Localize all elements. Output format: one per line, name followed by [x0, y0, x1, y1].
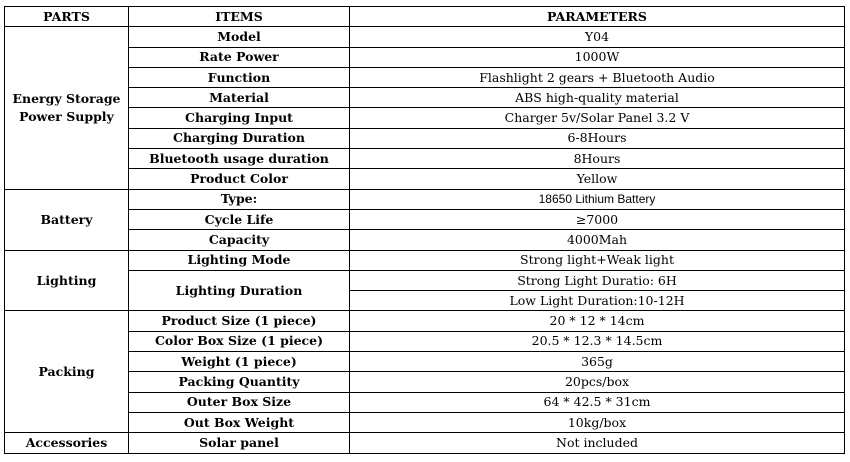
table-row — [5, 311, 845, 331]
table-row — [5, 169, 845, 189]
table-row — [5, 372, 845, 392]
item-label: Product Color — [129, 169, 350, 189]
part-accessories: Accessories — [5, 433, 129, 453]
param-value: Not included — [350, 433, 845, 453]
table-row — [5, 149, 845, 169]
item-label: Outer Box Size — [129, 392, 350, 412]
item-label: Packing Quantity — [129, 372, 350, 392]
param-value: Y04 — [350, 27, 845, 47]
param-value: 20.5 * 12.3 * 14.5cm — [350, 331, 845, 351]
header-parameters: PARAMETERS — [350, 7, 845, 27]
item-label: Type: — [129, 189, 350, 209]
param-value: 365g — [350, 352, 845, 372]
param-value: ≥7000 — [350, 209, 845, 229]
table-row — [5, 270, 845, 290]
table-row — [5, 189, 845, 209]
table-row — [5, 412, 845, 432]
item-label: Charging Duration — [129, 128, 350, 148]
spec-table — [4, 6, 845, 454]
param-value: Flashlight 2 gears + Bluetooth Audio — [350, 67, 845, 87]
header-parts: PARTS — [5, 7, 129, 27]
table-row — [5, 27, 845, 47]
table-row — [5, 230, 845, 250]
param-value: 18650 Lithium Battery — [350, 189, 845, 209]
item-label: Color Box Size (1 piece) — [129, 331, 350, 351]
param-value: 8Hours — [350, 149, 845, 169]
table-row — [5, 250, 845, 270]
table-row — [5, 209, 845, 229]
param-value: Low Light Duration:10-12H — [350, 291, 845, 311]
header-items: ITEMS — [129, 7, 350, 27]
part-energy-storage — [5, 27, 129, 189]
table-row — [5, 433, 845, 453]
param-value: 6-8Hours — [350, 128, 845, 148]
item-label: Product Size (1 piece) — [129, 311, 350, 331]
item-label: Charging Input — [129, 108, 350, 128]
part-label-line: Power Supply — [19, 108, 114, 124]
table-row — [5, 352, 845, 372]
table-row — [5, 67, 845, 87]
param-value: ABS high-quality material — [350, 88, 845, 108]
table-row — [5, 128, 845, 148]
part-label-line: Energy Storage — [12, 90, 121, 106]
item-label: Weight (1 piece) — [129, 352, 350, 372]
item-label: Solar panel — [129, 433, 350, 453]
part-lighting: Lighting — [5, 250, 129, 311]
header-row — [5, 7, 845, 27]
part-packing: Packing — [5, 311, 129, 433]
param-value: Charger 5v/Solar Panel 3.2 V — [350, 108, 845, 128]
table-row — [5, 392, 845, 412]
item-label: Bluetooth usage duration — [129, 149, 350, 169]
table-row — [5, 108, 845, 128]
param-value: 4000Mah — [350, 230, 845, 250]
param-value: 20 * 12 * 14cm — [350, 311, 845, 331]
item-label: Lighting Duration — [129, 270, 350, 311]
item-label: Out Box Weight — [129, 412, 350, 432]
item-label: Material — [129, 88, 350, 108]
param-value: Strong Light Duratio: 6H — [350, 270, 845, 290]
item-label: Capacity — [129, 230, 350, 250]
param-value: 64 * 42.5 * 31cm — [350, 392, 845, 412]
item-label: Lighting Mode — [129, 250, 350, 270]
param-value: 10kg/box — [350, 412, 845, 432]
param-value: 20pcs/box — [350, 372, 845, 392]
part-battery: Battery — [5, 189, 129, 250]
param-value: Strong light+Weak light — [350, 250, 845, 270]
table-row — [5, 88, 845, 108]
item-label: Function — [129, 67, 350, 87]
item-label: Model — [129, 27, 350, 47]
param-value: Yellow — [350, 169, 845, 189]
table-row — [5, 331, 845, 351]
param-value: 1000W — [350, 47, 845, 67]
item-label: Cycle Life — [129, 209, 350, 229]
item-label: Rate Power — [129, 47, 350, 67]
table-row — [5, 47, 845, 67]
